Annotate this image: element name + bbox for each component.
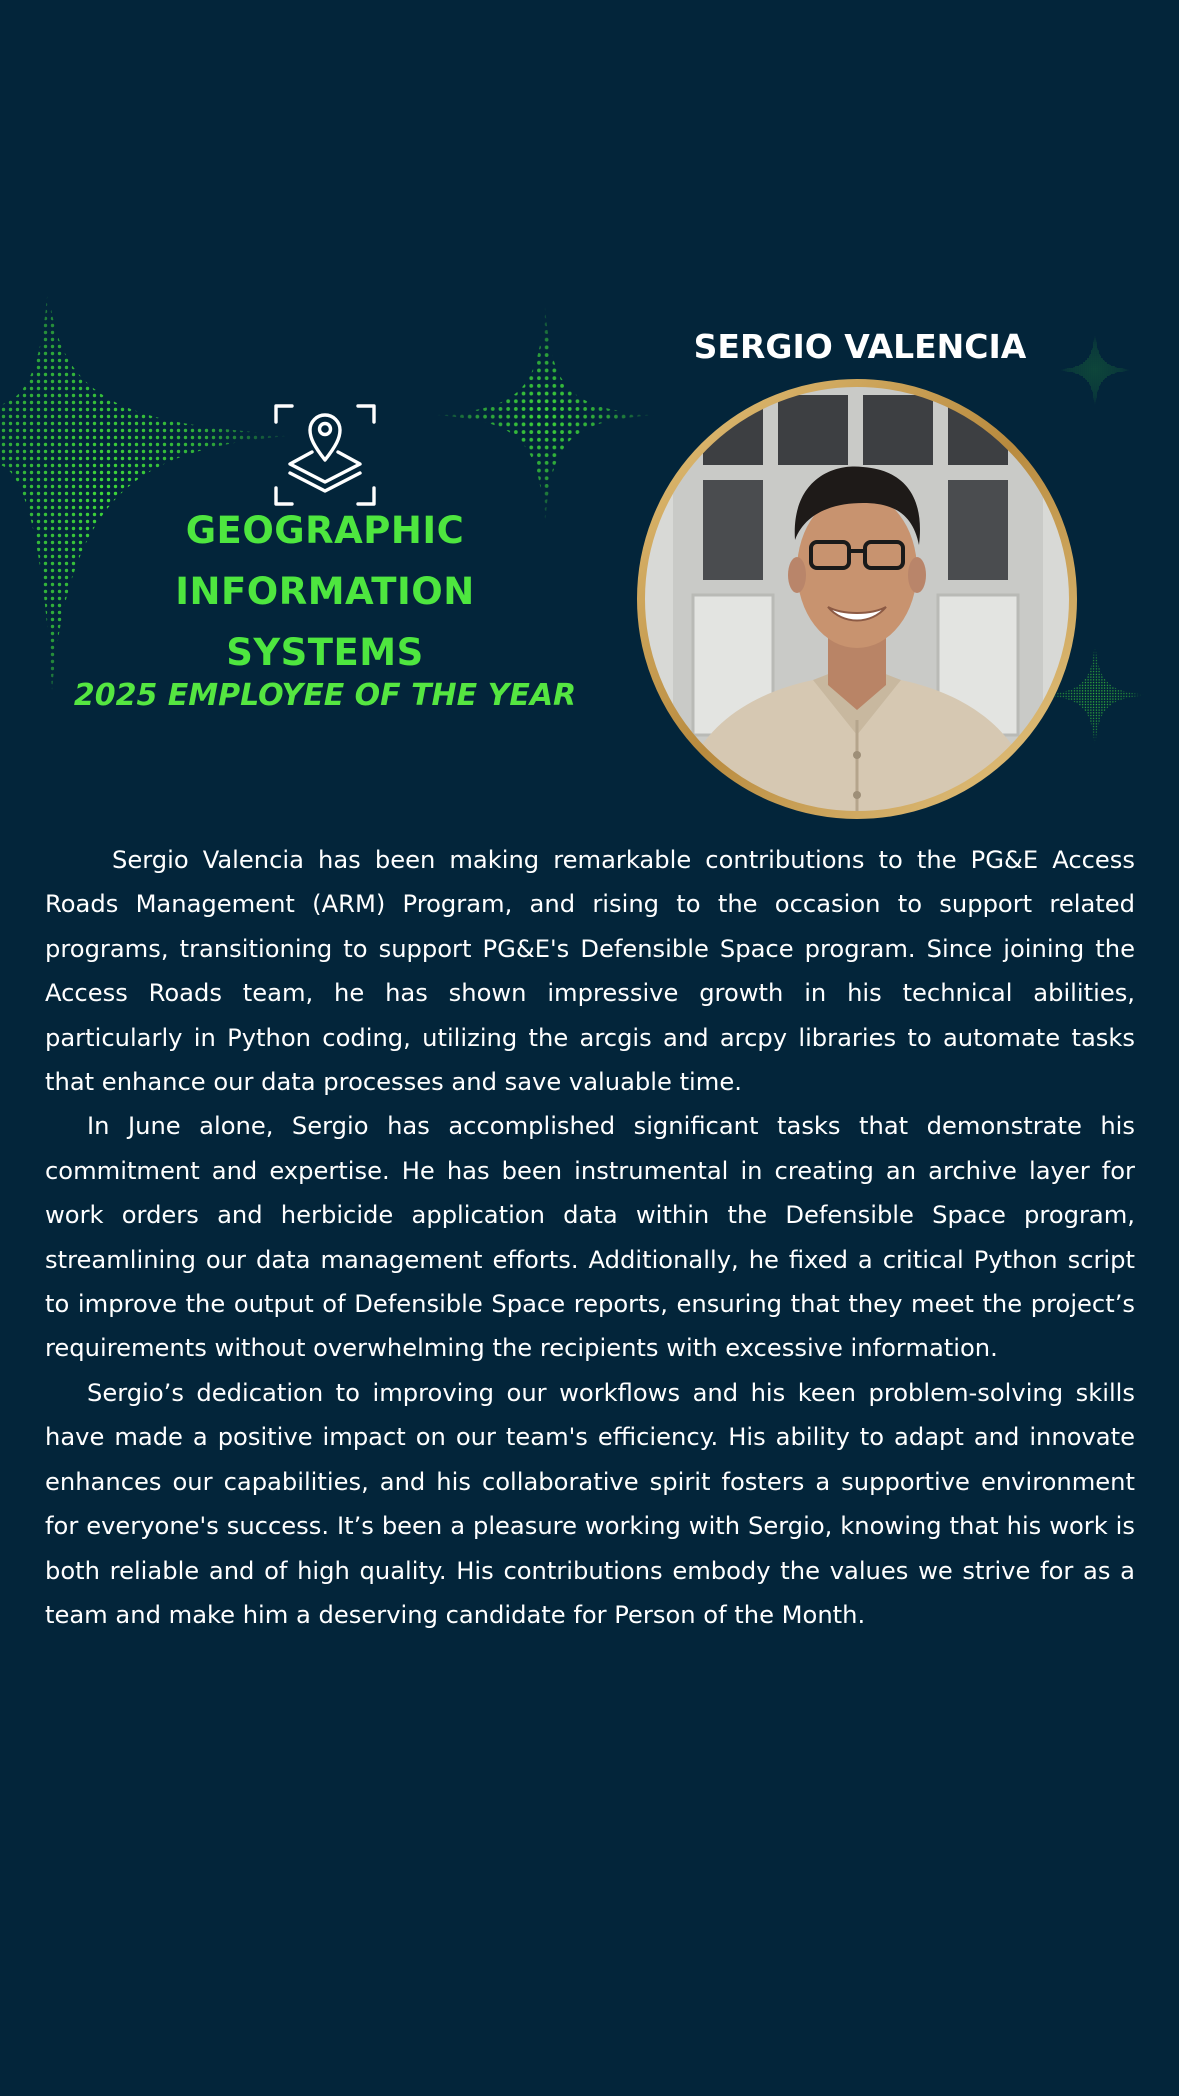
citation-paragraph-3: Sergio’s dedication to improving our workflows and his keen problem-solving skills have made a positive impact on our team's efficiency. His ability to adapt and innovate enhances our capabilities, and his collaborative spirit fosters a supportive environment for everyone's success. It’s been a pleasure working with Sergio, knowing that his work is both reliable and of high quality. His contributions embody the values we strive for as a team and make him a deserving candidate for Person of the Month. [45, 1378, 1135, 1629]
department-line-1: GEOGRAPHIC [185, 509, 465, 552]
department-line-3: SYSTEMS [226, 631, 424, 674]
citation-text [45, 838, 1135, 1637]
employee-name: SERGIO VALENCIA [693, 327, 1027, 366]
citation-paragraph-1: Sergio Valencia has been making remarkable contributions to the PG&E Access Roads Management (ARM) Program, and rising to the occasion to support related programs, transitioning to support PG&E's Defensible Space program. Since joining the Access Roads team, he has shown impressive growth in his technical abilities, particularly in Python coding, utilizing the arcgis and arcpy libraries to automate tasks that enhance our data processes and save valuable time. [45, 846, 1135, 1097]
map-location-layers-icon [270, 400, 380, 510]
department-heading [100, 500, 550, 683]
employee-photo [633, 375, 1081, 823]
department-line-2: INFORMATION [175, 570, 475, 613]
citation-paragraph-2: In June alone, Sergio has accomplished significant tasks that demonstrate his commitment and expertise. He has been instrumental in creating an archive layer for work orders and herbicide application data within the Defensible Space program, streamlining our data management efforts. Additionally, he fixed a critical Python script to improve the output of Defensible Space reports, ensuring that they meet the project’s requirements without overwhelming the recipients with excessive information. [45, 1112, 1135, 1363]
sparkle-center-decoration [430, 305, 660, 525]
award-title: 2025 EMPLOYEE OF THE YEAR [73, 678, 577, 713]
